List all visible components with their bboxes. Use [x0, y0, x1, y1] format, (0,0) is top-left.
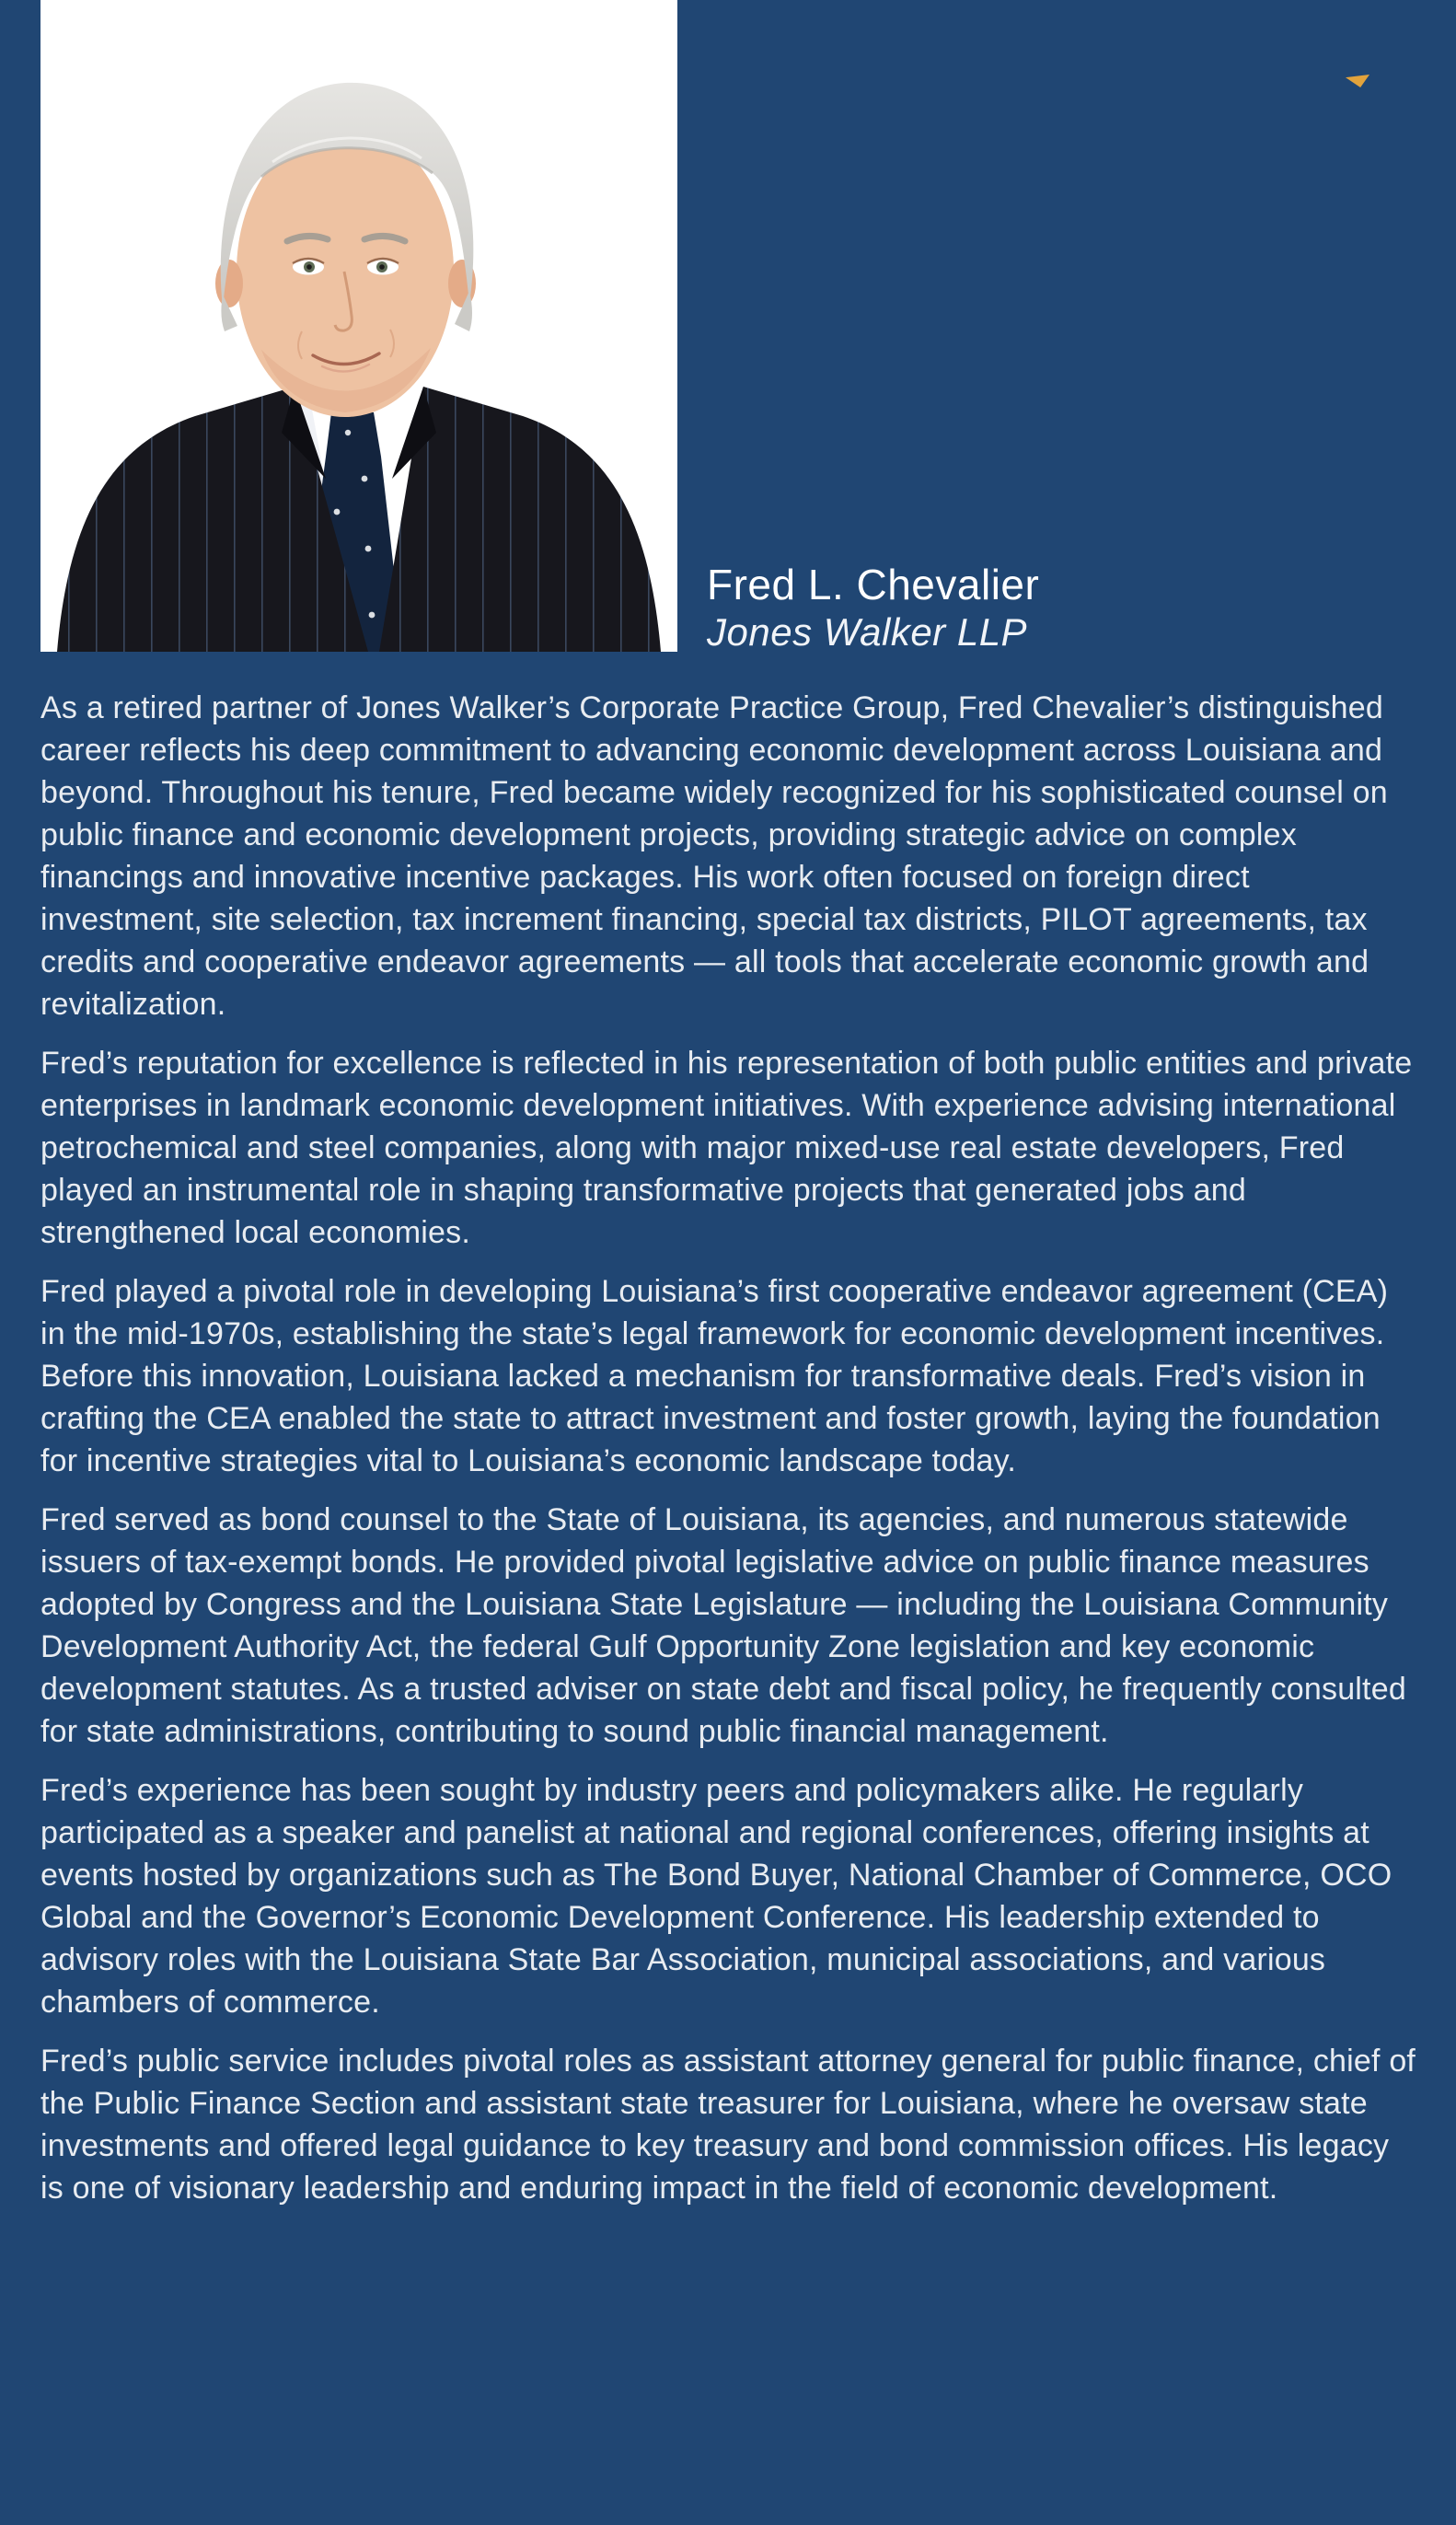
portrait-illustration: [40, 0, 677, 652]
profile-header: [707, 560, 1039, 655]
bio-paragraph: Fred played a pivotal role in developing Louisiana’s first cooperative endeavor agreement (CEA) in the mid-1970s, establishing the state’s legal framework for economic development incentives. Before this innovation, Louisiana lacked a mechanism for transformative deals. Fred’s vision in crafting the CEA enabled the state to attract investment and foster growth, laying the foundation for incentive strategies vital to Louisiana’s economic landscape today.: [40, 1274, 1389, 1478]
portrait-photo: [40, 0, 677, 652]
person-name: Fred L. Chevalier: [707, 561, 1040, 608]
person-firm: Jones Walker LLP: [707, 610, 1028, 654]
bio-paragraph: Fred served as bond counsel to the State of Louisiana, its agencies, and numerous statewide issuers of tax-exempt bonds. He provided pivotal legislative advice on public finance measures adopted by Congress and the Louisiana State Legislature — including the Louisiana Community Development Authority Act, the federal Gulf Opportunity Zone legislation and key economic development statutes. As a trusted adviser on state debt and fiscal policy, he frequently consulted for state administrations, contributing to sound public financial management.: [40, 1502, 1406, 1749]
bio-paragraph: Fred’s reputation for excellence is reflected in his representation of both public entities and private enterprises in landmark economic development initiatives. With experience advising international petrochemical and steel companies, along with major mixed-use real estate developers, Fred played an instrumental role in shaping transformative projects that generated jobs and strengthened local economies.: [40, 1046, 1413, 1250]
gold-triangle-accent: [1346, 75, 1369, 87]
bio-paragraph: Fred’s public service includes pivotal roles as assistant attorney general for public finance, chief of the Public Finance Section and assistant state treasurer for Louisiana, where he oversaw state investments and offered legal guidance to key treasury and bond commission offices. His legacy is one of visionary leadership and enduring impact in the field of economic development.: [40, 2044, 1416, 2206]
bio-text: [40, 687, 1417, 2226]
bio-paragraph: As a retired partner of Jones Walker’s Corporate Practice Group, Fred Chevalier’s distinguished career reflects his deep commitment to advancing economic development across Louisiana and beyond. Throughout his tenure, Fred became widely recognized for his sophisticated counsel on public finance and economic development projects, providing strategic advice on complex financings and innovative incentive packages. His work often focused on foreign direct investment, site selection, tax increment financing, special tax districts, PILOT agreements, tax credits and cooperative endeavor agreements — all tools that accelerate economic growth and revitalization.: [40, 690, 1388, 1022]
bio-paragraph: Fred’s experience has been sought by industry peers and policymakers alike. He regularly participated as a speaker and panelist at national and regional conferences, offering insights at events hosted by organizations such as The Bond Buyer, National Chamber of Commerce, OCO Global and the Governor’s Economic Development Conference. His leadership extended to advisory roles with the Louisiana State Bar Association, municipal associations, and various chambers of commerce.: [40, 1773, 1392, 2020]
